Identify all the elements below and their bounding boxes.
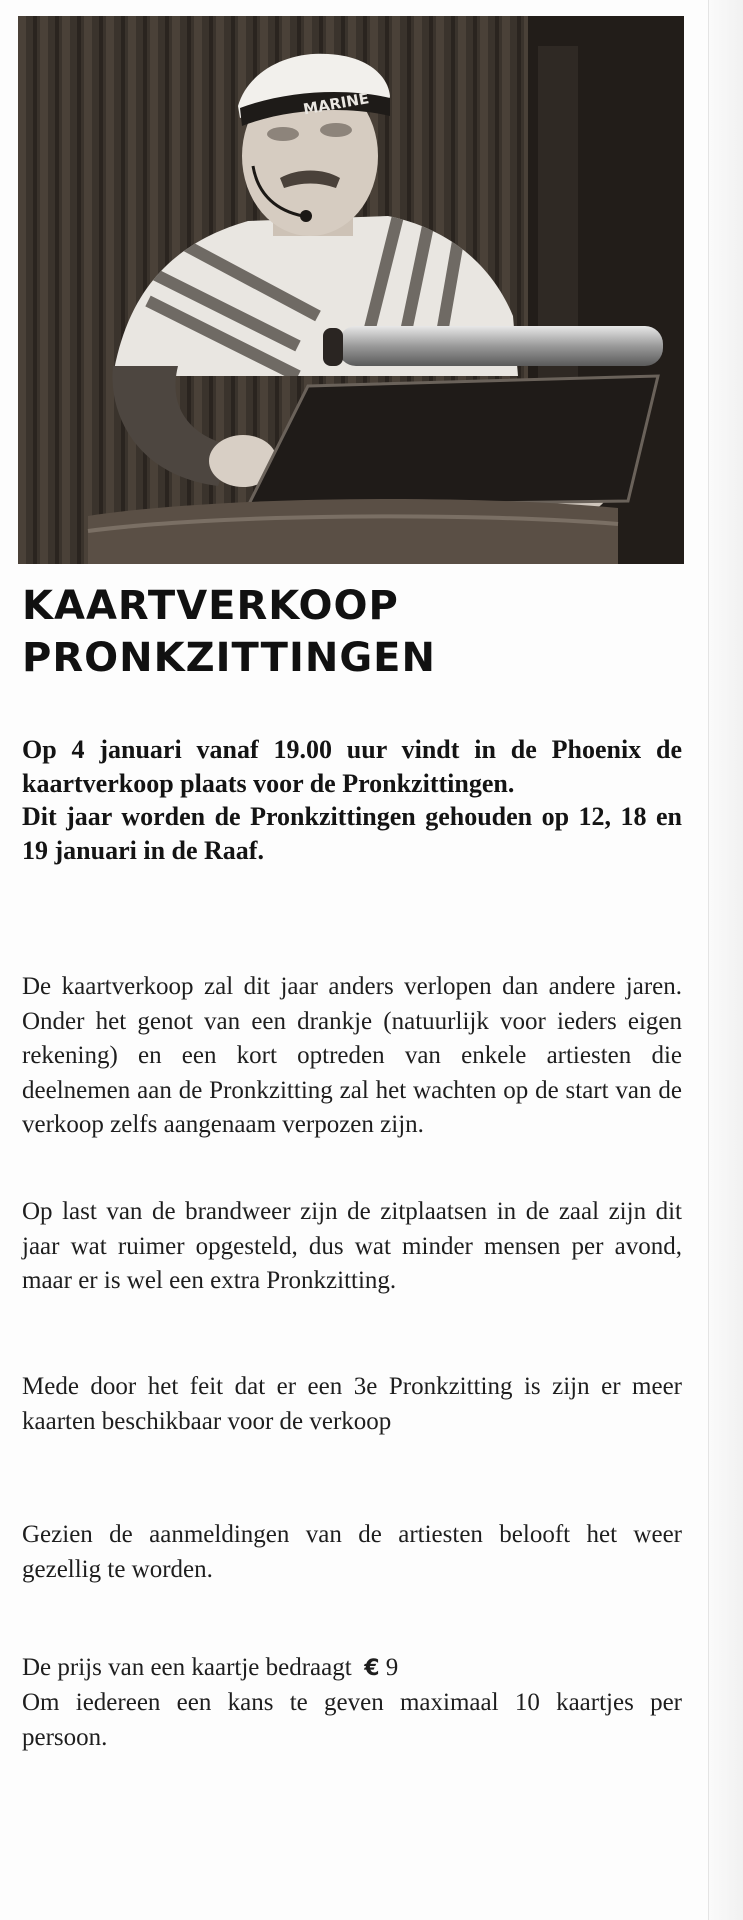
lead-text-2: Dit jaar worden de Pronkzittingen gehouden op 12, 18 en 19 januari in de Raaf. [22, 802, 682, 865]
body-paragraph-4: Gezien de aanmeldingen van de artiesten belooft het weer gezellig te worden. [22, 1521, 682, 1583]
price-value: 9 [385, 1654, 399, 1681]
article-headline [22, 580, 682, 684]
page-edge [708, 0, 743, 1920]
price-line [22, 1651, 682, 1687]
price-text: De prijs van een kaartje bedraagt [22, 1654, 352, 1681]
body-paragraph-3: Mede door het feit dat er een 3e Pronkzitting is zijn er meer kaarten beschikbaar voor de verkoop [22, 1373, 682, 1435]
body-paragraph-2: Op last van de brandweer zijn de zitplaatsen in de zaal zijn dit jaar wat ruimer opgesteld, dus wat minder mensen per avond, maar er is wel een extra Pronkzitting. [22, 1198, 682, 1294]
cap-text: MARINE [301, 89, 371, 119]
article-photo [18, 16, 684, 564]
headline-line-1: KAARTVERKOOP [22, 583, 399, 629]
lead-paragraph [22, 733, 682, 867]
ticket-limit: Om iedereen een kans te geven maximaal 10 kaartjes per persoon. [22, 1689, 682, 1751]
lead-text-1: Op 4 januari vanaf 19.00 uur vindt in de Phoenix de kaartverkoop plaats voor de Pronkzittingen. [22, 735, 682, 798]
headline-line-2: PRONKZITTINGEN [22, 635, 436, 681]
body-paragraph-1: De kaartverkoop zal dit jaar anders verlopen dan andere jaren. Onder het genot van een drankje (natuurlijk voor ieders eigen rekening) en een kort optreden van enkele artiesten die deelnemen aan de Pronkzitting zal het wachten op de start van de verkoop zelfs aangenaam verpozen zijn. [22, 973, 682, 1138]
price-currency: € [364, 1656, 380, 1681]
